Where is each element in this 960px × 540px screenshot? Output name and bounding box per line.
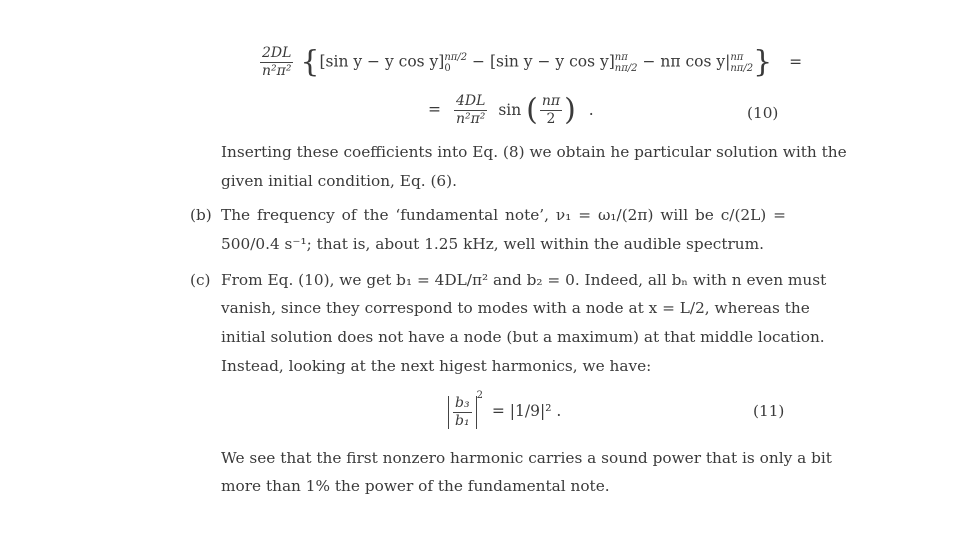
eq10-paren-close: ) [564,92,576,128]
eq10-brace-close: } [753,44,773,80]
eq11-exponent: 2 [476,390,483,401]
final-paragraph-line: We see that the first nonzero harmonic carries a sound power that is only a bit [221,449,832,467]
eq10-coef-numerator: 2DL [262,45,292,61]
item-c-line: vanish, since they correspond to modes with a node at x = L/2, whereas the [221,299,810,317]
eq10-term1: [sin y − y cos y] [319,52,445,71]
item-b-line: The frequency of the ‘fundamental note’, ν₁ = ω₁/(2π) will be c/(2L) = [221,206,786,224]
item-c-label: (c) [190,271,211,289]
item-c-line: initial solution does not have a node (but a maximum) at that middle location. [221,328,825,346]
eq11-numerator: b₃ [455,394,470,411]
eq10-term1-lower: 0 [444,62,451,74]
eq10-line2 [428,94,594,127]
eq11-number: (11) [753,402,785,420]
eq11-rhs: = |1/9|² . [491,402,562,420]
eq10-line1 [258,46,802,79]
eq10-line2-equals: = [428,100,441,119]
eq10-term1-limits [444,52,467,74]
eq10-term3-lower: nπ/2 [730,62,754,74]
eq10-term3-limits [730,52,753,74]
eq10-line2-coef-numerator: 4DL [455,93,486,109]
eq10-paren-open: ( [526,92,538,128]
eq10-line2-coef-denominator: n²π² [455,111,486,127]
eq10-line1-equals: = [789,52,803,71]
paragraph-line: Inserting these coefficients into Eq. (8) we obtain he particular solution with the [221,143,847,161]
item-b-line: 500/0.4 s⁻¹; that is, about 1.25 kHz, well within the audible spectrum. [221,235,765,253]
eq11-ratio [453,396,472,429]
eq10-arg-numerator: nπ [541,93,561,109]
item-c-line: Instead, looking at the next higest harmonics, we have: [221,357,652,375]
eq11 [448,390,561,429]
eq10-coefficient [260,46,293,79]
eq10-period: . [588,100,594,119]
eq10-term2-upper: nπ [614,51,628,63]
eq10-brace-open: { [300,44,320,80]
eq10-sin-argument [540,94,562,127]
eq11-abs-bars [448,396,477,429]
eq10-term3: − nπ cos y| [637,52,731,71]
eq10-arg-denominator: 2 [546,111,556,127]
paragraph-line: given initial condition, Eq. (6). [221,172,457,190]
eq10-term2-lower: nπ/2 [614,62,638,74]
eq10-term2-limits [615,52,638,74]
eq11-denominator: b₁ [455,412,470,429]
eq10-term3-upper: nπ [730,51,744,63]
eq10-coef-denominator: n²π² [262,63,292,79]
eq10-term2: [sin y − y cos y] [489,52,615,71]
item-b-label: (b) [190,206,212,224]
eq10-sin: sin [498,100,522,119]
eq10-term1-upper: nπ/2 [444,51,468,63]
eq10-line2-coefficient [454,94,487,127]
eq10-number: (10) [747,104,779,122]
eq10-minus: − [467,52,490,71]
final-paragraph-line: more than 1% the power of the fundamental note. [221,477,610,495]
item-c-line: From Eq. (10), we get b₁ = 4DL/π² and b₂ = 0. Indeed, all bₙ with n even must [221,271,827,289]
